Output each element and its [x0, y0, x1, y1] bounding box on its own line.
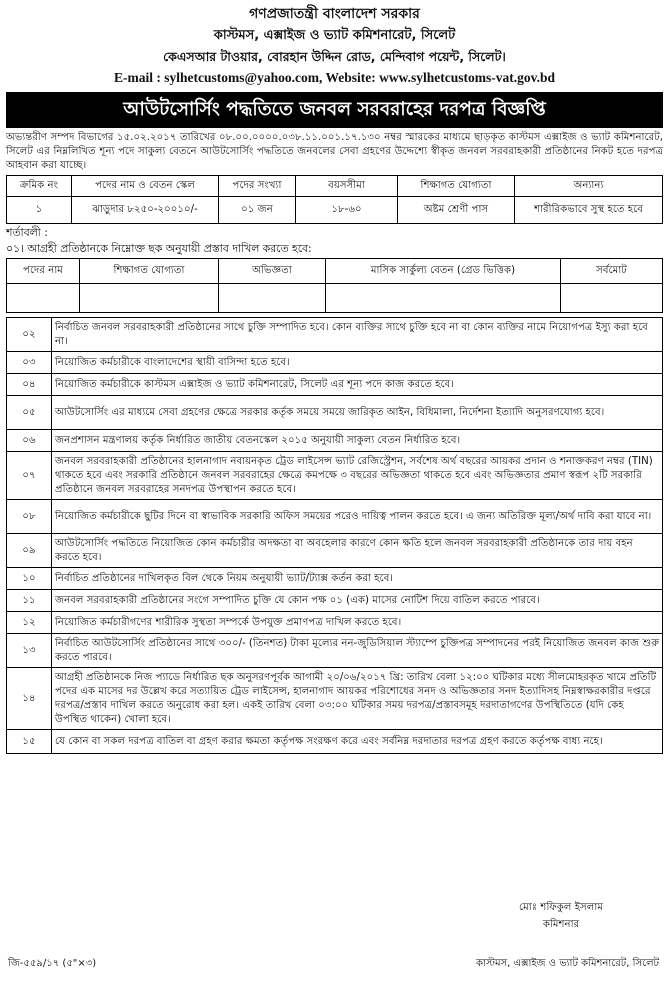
condition-row: [7, 352, 663, 374]
conditions-heading: শর্তাবলী :: [6, 226, 48, 239]
condition-text: নির্বাচিত প্রতিষ্ঠানের দাখিলকৃত বিল থেকে নিয়ম অনুযায়ী ভ্যাট/ট্যাক্স কর্তন করা হবে।: [52, 568, 663, 590]
condition-number: ১৫: [7, 730, 52, 754]
cell-post-count: ০১ জন: [219, 197, 296, 224]
table-row: [7, 284, 663, 313]
condition-text: নিয়োজিত কর্মচারীকে ছুটির দিনে বা স্বাভাবিক সরকারি অফিস সময়ের পরেও দায়িত্ব পালন করতে হবে। এ জন্য অতিরিক্ত মূল্য/অর্থ দাবি করা যাবে না।: [52, 500, 663, 534]
condition-row: [7, 396, 663, 430]
post-table-header: [7, 176, 663, 197]
condition-number: ১২: [7, 612, 52, 634]
condition-row: [7, 668, 663, 730]
condition-row: [7, 534, 663, 568]
condition-row: [7, 374, 663, 396]
condition-row: [7, 568, 663, 590]
condition-number: ১৪: [7, 668, 52, 730]
condition-number: ০২: [7, 318, 52, 352]
condition-row: [7, 612, 663, 634]
condition-number: ০৯: [7, 534, 52, 568]
condition-text: আউটসোর্সিং এর মাধ্যমে সেবা গ্রহণের ক্ষেত্রে সরকার কর্তৃক সময়ে সময়ে জারিকৃত আইন, বিধিমালা, নির্দেশনা ইত্যাদি অনুসরণযোগ্য হবে।: [52, 396, 663, 430]
condition-number: ০৭: [7, 452, 52, 500]
col-others: অন্যান্য: [515, 176, 663, 197]
cell-post-name: ঝাড়ুদার ৮২৫০-২০০১০/-: [72, 197, 219, 224]
condition-number: ০৪: [7, 374, 52, 396]
condition-text: জনবল সরবরাহকারী প্রতিষ্ঠানের হালনাগাদ নবায়নকৃত ট্রেড লাইসেন্স ভ্যাট রেজিস্ট্রেশন, সর্বশেষ অর্থ বছরের আয়কর প্রদান ও শনাক্তকরণ নম্বর (TIN) থাকতে হবে এবং সরকারি প্রতিষ্ঠানে জনবল সরবরাহের ক্ষেত্রে কমপক্ষে ৩ বছরের অভিজ্ঞতা থাকতে হবে এবং অভিজ্ঞতার প্রমাণ স্বরূপ ২টি সরকারি প্রতিষ্ঠানে জনবল সরবরাহের সনদপত্র উপস্থাপন করতে হবে।: [52, 452, 663, 500]
condition-row: [7, 318, 663, 352]
col-education: শিক্ষাগত যোগ্যতা: [398, 176, 515, 197]
condition-row: [7, 430, 663, 452]
cell-age-limit: ১৮-৬০: [296, 197, 398, 224]
condition-row: [7, 634, 663, 668]
proposal-table-header: [7, 259, 663, 284]
col-post-name: পদের নাম: [7, 259, 80, 284]
condition-number: ০৫: [7, 396, 52, 430]
condition-number: ০৬: [7, 430, 52, 452]
office-address: কেএসআর টাওয়ার, বোরহান উদ্দিন রোড, মেন্দিবাগ পয়েন্ট, সিলেট।: [163, 49, 506, 64]
condition-text: নিয়োজিত কর্মচারীগণের শারীরিক সুস্থতা সম্পর্কে উপযুক্ত প্রমাণপত্র দাখিল করতে হবে।: [52, 612, 663, 634]
condition-row: [7, 590, 663, 612]
col-experience: অভিজ্ঞতা: [219, 259, 326, 284]
intro-paragraph: অভ্যন্তরীণ সম্পদ বিভাগের ১৫.০২.২০১৭ তারিখের ০৮.০০.০০০০.০৩৮.১১.০০১.১৭.১৩০ নম্বর স্মারকের মাধ্যমে ছাড়কৃত কাস্টমস এক্সাইজ ও ভ্যাট কমিশনারেট, সিলেট এর নিম্নলিখিত শূন্য পদে সাকুল্য বেতনে আউটসোর্সিং পদ্ধতিতে জনবলের সেবা গ্রহণের উদ্দেশ্যে স্বীকৃত জনবল সরবরাহকারী প্রতিষ্ঠানের নিকট হতে দরপত্র আহবান করা যাচ্ছে।: [6, 132, 663, 171]
condition-text: নির্বাচিত আউটসোর্সিং প্রতিষ্ঠানের সাথে ৩০০/- (তিনশত) টাকা মূল্যের নন-জুডিসিয়াল স্ট্যাম্পে চুক্তিপত্র সম্পাদনের পরই নিয়োজিত জনবল কাজ শুরু করতে পারবে।: [52, 634, 663, 668]
cell-education: অষ্টম শ্রেণী পাস: [398, 197, 515, 224]
col-monthly-salary: মাসিক সার্কুল্য বেতন (গ্রেড ভিত্তিক): [326, 259, 561, 284]
col-age-limit: বয়সসীমা: [296, 176, 398, 197]
cell-others: শারীরিকভাবে সুস্থ হতে হবে: [515, 197, 663, 224]
condition-text: আগ্রহী প্রতিষ্ঠানকে নিজ প্যাডে নির্ধারিত ছক অনুসরণপূর্বক আগামী ২০/০৬/২০১৭ খ্রি: তারিখ বেলা ১২:০০ ঘটিকার মধ্যে সীলমোহরকৃত খামে প্রতিটি পদের এক মাসের দর উল্লেখ করে সত্যায়িত ট্রেড লাইসেন্স, হালনাগাদ আয়কর পরিশোধের সনদ ও অভিজ্ঞতার সনদ ইত্যাদিসহ নিম্নস্বাক্ষরকারীর দপ্তরে দরপত্র/প্রস্তাব দাখিল করতে অনুরোধ করা হল। একই তারিখ বেলা ০৩:০০ ঘটিকার সময় দরপত্র/প্রস্তাবসমূহ দরদাতাগণের উপস্থিতিতে (যদি কেহ উপস্থিত থাকেন) খোলা হবে।: [52, 668, 663, 730]
empty-cell: [7, 284, 80, 313]
signatory-designation: কমিশনার: [542, 919, 580, 930]
col-post-name: পদের নাম ও বেতন স্কেল: [72, 176, 219, 197]
condition-text: নিয়োজিত কর্মচারীকে কাস্টমস এক্সাইজ ও ভ্যাট কমিশনারেট, সিলেট এর শূন্য পদে কাজ করতে হবে।: [52, 374, 663, 396]
contact-line: E-mail : sylhetcustoms@yahoo.com, Website: www.sylhetcustoms-vat.gov.bd: [114, 70, 555, 85]
condition-text: নিয়োজিত কর্মচারীকে বাংলাদেশের স্থায়ী বাসিন্দা হতে হবে।: [52, 352, 663, 374]
reference-number: জি-৫৫৯/১৭ (৫"×৩): [8, 958, 97, 969]
table-row: [7, 197, 663, 224]
signature-block: [519, 899, 603, 933]
office-name: কাস্টমস, এক্সাইজ ও ভ্যাট কমিশনারেট, সিলেট: [213, 28, 456, 43]
condition-text: জনবল সরবরাহকারী প্রতিষ্ঠানের সংগে সম্পাদিত চুক্তি যে কোন পক্ষ ০১ (এক) মাসের নোটিশ দিয়ে বাতিল করতে পারবে।: [52, 590, 663, 612]
col-post-count: পদের সংখ্যা: [219, 176, 296, 197]
notice-title-banner: আউটসোর্সিং পদ্ধতিতে জনবল সরবরাহের দরপত্র বিজ্ঞপ্তি: [6, 92, 663, 128]
col-serial: ক্রমিক নং: [7, 176, 72, 197]
condition-01: ০১। আগ্রহী প্রতিষ্ঠানকে নিম্নোক্ত ছক অনুযায়ী প্রস্তাব দাখিল করতে হবে:: [6, 242, 312, 255]
condition-number: ১০: [7, 568, 52, 590]
condition-number: ১৩: [7, 634, 52, 668]
condition-text: জনপ্রশাসন মন্ত্রণালয় কর্তৃক নির্ধারিত জাতীয় বেতনস্কেল ২০১৫ অনুযায়ী সাকুল্য বেতন নির্ধারিত হবে।: [52, 430, 663, 452]
signatory-name: মোঃ শফিকুল ইসলাম: [519, 902, 603, 913]
empty-cell: [326, 284, 561, 313]
signatory-office: কাস্টমস, এক্সাইজ ও ভ্যাট কমিশনারেট, সিলেট: [476, 958, 659, 969]
empty-cell: [561, 284, 663, 313]
condition-text: আউটসোর্সিং পদ্ধতিতে নিয়োজিত কোন কর্মচারীর অদক্ষতা বা অবহেলার কারণে কোন ক্ষতি হলে জনবল সরবরাহকারী প্রতিষ্ঠানকে তার দায় বহন করতে হবে।: [52, 534, 663, 568]
condition-number: ১১: [7, 590, 52, 612]
empty-cell: [80, 284, 219, 313]
post-table: [6, 175, 663, 224]
condition-text: যে কোন বা সকল দরপত্র বাতিল বা গ্রহণ করার ক্ষমতা কর্তৃপক্ষ সংরক্ষণ করে এবং সর্বনিম্ন দরদাতার দরপত্র গ্রহণ করতে কর্তৃপক্ষ বাধ্য নহে।: [52, 730, 663, 754]
proposal-format-table: [6, 258, 663, 313]
col-education: শিক্ষাগত যোগ্যতা: [80, 259, 219, 284]
conditions-table: [6, 317, 663, 754]
empty-cell: [219, 284, 326, 313]
government-title: গণপ্রজাতন্ত্রী বাংলাদেশ সরকার: [249, 6, 420, 22]
col-total: সর্বমোট: [561, 259, 663, 284]
letterhead: [6, 4, 663, 88]
condition-row: [7, 500, 663, 534]
condition-row: [7, 452, 663, 500]
condition-text: নির্বাচিত জনবল সরবরাহকারী প্রতিষ্ঠানের সাথে চুক্তি সম্পাদিত হবে। কোন ব্যক্তির সাথে চুক্তি হবে না বা কোন ব্যক্তির নামে নিয়োগপত্র ইস্যু করা হবে না।: [52, 318, 663, 352]
condition-row: [7, 730, 663, 754]
cell-serial: ১: [7, 197, 72, 224]
condition-number: ০৩: [7, 352, 52, 374]
condition-number: ০৮: [7, 500, 52, 534]
